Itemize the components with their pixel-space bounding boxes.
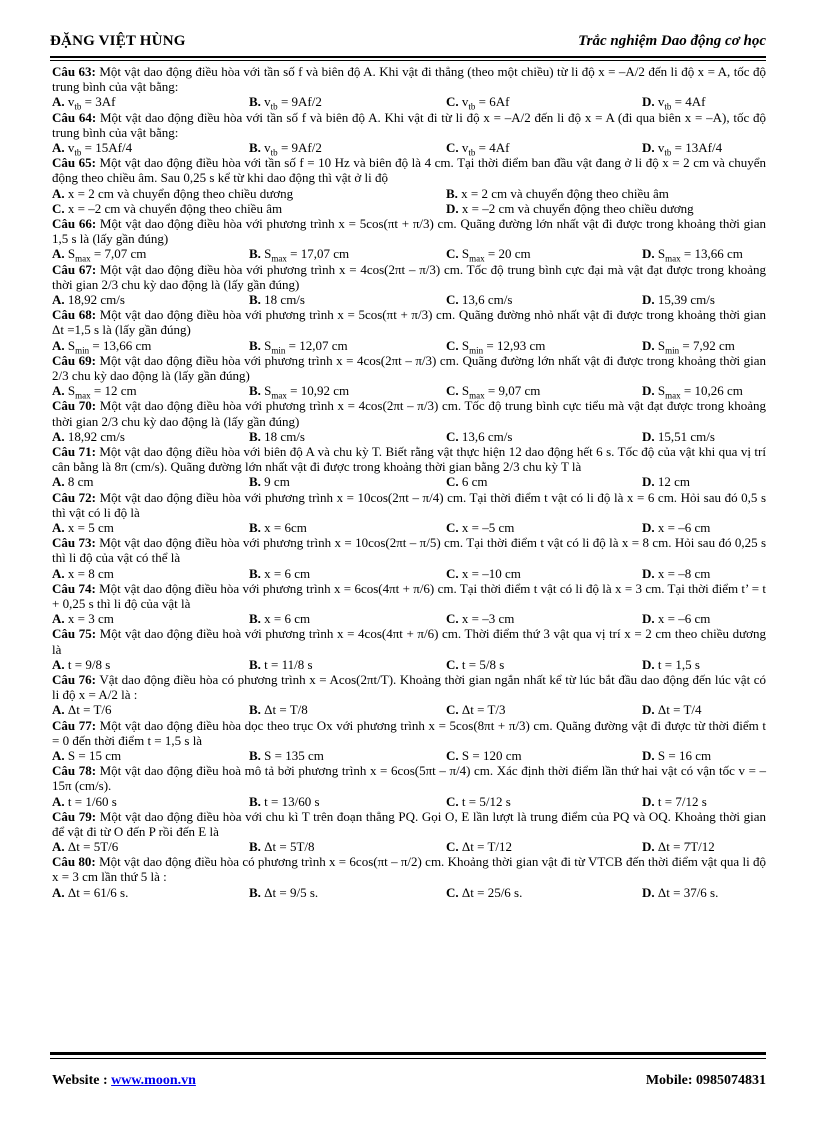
answer-option-b[interactable] — [249, 611, 310, 626]
answer-option-c[interactable] — [446, 292, 512, 307]
option-letter: A. — [52, 702, 65, 718]
question-block — [52, 216, 766, 246]
question-text: Một vật dao động điều hòa với phương trình x = 10cos(2πt – π/5) cm. Tại thời điểm t vật có li độ là x = 8 cm. Hỏi sau đó 0,25 s thì li độ của vật có thể là — [52, 535, 767, 566]
option-text: Δt = T/6 — [67, 702, 112, 718]
answer-option-d[interactable] — [642, 140, 722, 161]
option-text: x = 6cm — [264, 519, 307, 535]
option-letter: C. — [446, 474, 459, 490]
answer-option-b[interactable] — [249, 520, 307, 535]
question-text: Một vật dao động điều hòa với chu kì T trên đoạn thẳng PQ. Gọi O, E lần lượt là trung điểm của PQ và OQ. Khoảng thời gian để vật đi từ O đến P rồi đến E là — [52, 808, 767, 839]
option-text: x = –10 cm — [461, 565, 521, 581]
answer-option-b[interactable] — [249, 839, 315, 854]
answer-option-d[interactable] — [642, 839, 715, 854]
option-text: $v_{tb} = 4Af$ — [461, 140, 510, 158]
question-text: Một vật dao động điều hòa với phương trình x = 4cos(2πt – π/3) cm. Tốc độ trung bình cực đại mà vật đạt được trong khoảng thời gian 2/3 chu kỳ dao động là (lấy gần đúng) — [52, 261, 767, 292]
option-letter: B. — [249, 428, 261, 444]
option-letter: D. — [642, 747, 655, 763]
option-text: x = 2 cm và chuyển động theo chiều dương — [67, 185, 294, 201]
option-text: 13,6 cm/s — [461, 428, 513, 444]
option-text: 9 cm — [264, 474, 290, 490]
answer-option-d[interactable] — [642, 794, 707, 809]
answer-option-a[interactable] — [52, 94, 115, 115]
option-letter: C. — [446, 246, 459, 262]
option-text: t = 11/8 s — [264, 656, 313, 672]
question-number: Câu 65: — [52, 155, 96, 171]
question-block — [52, 490, 766, 520]
answer-option-a[interactable] — [52, 657, 110, 672]
option-text: $S_{max} = 9,07$ cm — [461, 383, 541, 401]
options-row — [52, 201, 766, 216]
question-text: Một vật dao động điều hoà mô tả bởi phương trình x = 6cos(5πt – π/4) cm. Xác định thời điểm lần thứ hai vật có vận tốc v = –15π (cm/s). — [52, 763, 767, 794]
option-text: Δt = 7T/12 — [657, 839, 715, 855]
option-letter: A. — [52, 565, 65, 581]
question-number: Câu 67: — [52, 261, 97, 277]
option-text: 13,6 cm/s — [461, 291, 513, 307]
answer-option-b[interactable] — [249, 474, 290, 489]
option-letter: D. — [642, 337, 655, 353]
option-text: $v_{tb} = 4Af$ — [657, 94, 706, 112]
options-row — [52, 429, 766, 444]
question-list — [52, 64, 766, 900]
options-row — [52, 337, 766, 356]
option-letter: D. — [642, 383, 655, 399]
answer-option-b[interactable] — [249, 748, 324, 763]
option-text: $v_{tb} = 3Af$ — [67, 94, 116, 112]
option-letter: C. — [446, 337, 459, 353]
answer-option-d[interactable] — [642, 611, 710, 626]
option-letter: A. — [52, 884, 65, 900]
option-text: x = –3 cm — [461, 611, 515, 627]
option-text: S = 135 cm — [264, 747, 324, 763]
answer-option-a[interactable] — [52, 140, 132, 161]
page-header — [50, 33, 766, 53]
option-letter: D. — [642, 793, 655, 809]
answer-option-c[interactable] — [446, 748, 522, 763]
option-letter: C. — [52, 200, 65, 216]
option-letter: B. — [249, 474, 261, 490]
option-letter: C. — [446, 140, 459, 155]
question-number: Câu 80: — [52, 854, 96, 870]
question-number: Câu 78: — [52, 763, 97, 779]
option-text: Δt = T/4 — [657, 702, 702, 718]
answer-option-a[interactable] — [52, 186, 293, 201]
answer-option-d[interactable] — [446, 201, 694, 216]
options-row — [52, 246, 766, 264]
question-text: Một vật dao động điều hòa với biên độ A và chu kỳ T. Biết rằng vật thực hiện 12 dao động hết 6 s. Tốc độ của vật khi qua vị trí cân bằng là 8π (cm/s). Quãng đường lớn nhất vật đi được trong khoảng thời gian bằng 2/3 chu kỳ T là — [52, 443, 766, 475]
option-letter: B. — [249, 291, 261, 307]
answer-option-a[interactable] — [52, 520, 114, 535]
answer-option-c[interactable] — [446, 702, 506, 717]
option-text: $S_{max} = 10,92$ cm — [264, 383, 350, 401]
option-letter: B. — [249, 747, 261, 763]
question-number: Câu 71: — [52, 443, 96, 459]
option-letter: A. — [52, 291, 65, 307]
option-text: $S_{min} = 7,92$ cm — [657, 337, 735, 356]
page-footer — [52, 1073, 766, 1091]
option-letter: B. — [249, 656, 261, 672]
answer-option-d[interactable] — [642, 702, 702, 717]
option-letter: A. — [52, 793, 65, 809]
option-letter: B. — [249, 793, 261, 809]
header-rule — [50, 56, 766, 58]
option-text: x = –5 cm — [461, 519, 515, 535]
answer-option-c[interactable] — [446, 657, 504, 672]
question-text: Một vật dao động điều hòa với tần số f và biên độ A. Khi vật đi thẳng (theo một chiều) từ li độ x = –A/2 đến li độ x = A, tốc độ trung bình của vật bằng: — [52, 64, 767, 95]
question-block — [52, 672, 766, 702]
option-text: Δt = 37/6 s. — [657, 884, 719, 900]
question-block — [52, 718, 766, 748]
answer-option-c[interactable] — [446, 383, 540, 404]
option-text: $v_{tb} = 6Af$ — [461, 94, 510, 112]
option-text: $v_{tb} = 15Af/4$ — [67, 140, 133, 158]
answer-option-a[interactable] — [52, 246, 146, 267]
option-letter: B. — [446, 185, 458, 201]
option-letter: A. — [52, 94, 65, 110]
answer-option-a[interactable] — [52, 611, 114, 626]
option-letter: B. — [249, 383, 261, 399]
question-block — [52, 581, 766, 611]
answer-option-a[interactable] — [52, 338, 151, 359]
answer-option-d[interactable] — [642, 474, 690, 489]
answer-option-b[interactable] — [249, 338, 348, 359]
option-letter: D. — [642, 140, 655, 155]
answer-option-a[interactable] — [52, 839, 118, 854]
option-text: Δt = 5T/8 — [264, 839, 315, 855]
option-text: 15,51 cm/s — [657, 428, 715, 444]
option-letter: C. — [446, 565, 459, 581]
question-text: Một vật dao động điều hòa với phương trình x = 6cos(4πt + π/6) cm. Tại thời điểm t vật có li độ là x = 3 cm. Tại thời điểm t’ = t + 0,25 s thì li độ của vật là — [52, 580, 766, 611]
option-text: $S_{min} = 13,66$ cm — [67, 337, 152, 356]
option-letter: C. — [446, 747, 459, 763]
options-row — [52, 794, 766, 809]
option-text: 18 cm/s — [264, 428, 305, 444]
question-number: Câu 79: — [52, 808, 97, 824]
answer-option-d[interactable] — [642, 94, 705, 115]
option-text: $v_{tb} = 13Af/4$ — [657, 140, 723, 158]
answer-option-d[interactable] — [642, 566, 710, 581]
option-letter: D. — [642, 519, 655, 535]
option-letter: C. — [446, 839, 459, 855]
question-text: Một vật dao động điều hòa với phương trình x = 10cos(2πt – π/4) cm. Tại thời điểm t vật có li độ là x = 6 cm. Hỏi sau đó 0,5 s thì vật có li độ là — [52, 489, 767, 520]
answer-option-b[interactable] — [249, 566, 310, 581]
option-text: $S_{max} = 17,07$ cm — [264, 246, 350, 264]
option-text: 6 cm — [461, 474, 488, 490]
answer-option-b[interactable] — [249, 429, 305, 444]
question-number: Câu 64: — [52, 109, 97, 125]
option-letter: C. — [446, 94, 459, 110]
document-title: Trắc nghiệm Dao động cơ học — [578, 33, 766, 49]
option-letter: B. — [249, 140, 261, 155]
option-text: t = 5/8 s — [461, 656, 505, 672]
answer-option-c[interactable] — [446, 429, 512, 444]
question-block — [52, 307, 766, 337]
option-text: x = –6 cm — [657, 519, 711, 535]
option-text: $v_{tb} = 9Af/2$ — [264, 94, 322, 112]
option-letter: D. — [642, 656, 655, 672]
answer-option-a[interactable] — [52, 566, 114, 581]
option-text: $S_{min} = 12,07$ cm — [264, 337, 348, 356]
option-letter: B. — [249, 611, 261, 627]
option-text: 18,92 cm/s — [67, 428, 125, 444]
options-row — [52, 839, 766, 854]
question-block — [52, 809, 766, 839]
options-row — [52, 702, 766, 717]
option-letter: D. — [642, 565, 655, 581]
answer-option-c[interactable] — [446, 794, 511, 809]
option-letter: A. — [52, 474, 65, 490]
option-text: t = 13/60 s — [264, 793, 320, 809]
option-letter: C. — [446, 702, 459, 718]
answer-option-d[interactable] — [642, 292, 715, 307]
option-letter: D. — [446, 200, 459, 216]
option-text: $S_{min} = 12,93$ cm — [461, 337, 546, 356]
option-text: t = 7/12 s — [657, 793, 707, 809]
answer-option-a[interactable] — [52, 383, 137, 404]
answer-option-d[interactable] — [642, 429, 715, 444]
option-letter: A. — [52, 246, 65, 262]
option-letter: B. — [249, 702, 261, 718]
option-text: 18 cm/s — [264, 291, 305, 307]
answer-option-c[interactable] — [446, 611, 514, 626]
option-letter: B. — [249, 519, 261, 535]
answer-option-d[interactable] — [642, 657, 700, 672]
option-letter: D. — [642, 884, 655, 900]
option-text: x = 3 cm — [67, 611, 114, 627]
answer-option-d[interactable] — [642, 338, 735, 359]
option-text: x = –8 cm — [657, 565, 711, 581]
header-rule-thin — [50, 60, 766, 61]
question-number: Câu 68: — [52, 307, 97, 323]
option-text: 12 cm — [657, 474, 691, 490]
answer-option-b[interactable] — [249, 383, 349, 404]
answer-option-c[interactable] — [446, 839, 512, 854]
answer-option-b[interactable] — [249, 94, 322, 115]
option-letter: C. — [446, 884, 459, 900]
option-letter: A. — [52, 140, 65, 155]
options-row — [52, 140, 766, 158]
option-text: x = 6 cm — [264, 565, 311, 581]
option-letter: D. — [642, 839, 655, 855]
options-row — [52, 292, 766, 307]
options-row — [52, 383, 766, 401]
answer-option-c[interactable] — [446, 338, 545, 359]
answer-option-c[interactable] — [446, 246, 531, 267]
answer-option-c[interactable] — [446, 566, 521, 581]
option-text: x = –2 cm và chuyển động theo chiều dương — [461, 200, 694, 216]
question-block — [52, 444, 766, 474]
answer-option-a[interactable] — [52, 794, 117, 809]
option-letter: D. — [642, 474, 655, 490]
option-letter: C. — [446, 793, 459, 809]
option-letter: D. — [642, 702, 655, 718]
question-number: Câu 70: — [52, 398, 97, 414]
option-text: $S_{max} = 10,26$ cm — [657, 383, 743, 401]
option-text: x = 8 cm — [67, 565, 114, 581]
option-letter: A. — [52, 747, 65, 763]
option-letter: B. — [249, 337, 261, 353]
option-text: t = 1,5 s — [657, 656, 700, 672]
answer-option-a[interactable] — [52, 885, 128, 900]
question-number: Câu 74: — [52, 580, 96, 596]
option-text: t = 9/8 s — [67, 656, 111, 672]
option-text: x = 6 cm — [264, 611, 311, 627]
option-text: Δt = 9/5 s. — [264, 884, 319, 900]
answer-option-c[interactable] — [52, 201, 282, 216]
answer-option-b[interactable] — [249, 702, 308, 717]
options-row — [52, 611, 766, 626]
option-letter: C. — [446, 383, 459, 399]
option-text: S = 16 cm — [657, 747, 712, 763]
options-row — [52, 748, 766, 763]
option-text: x = –6 cm — [657, 611, 711, 627]
options-row — [52, 186, 766, 201]
answer-option-c[interactable] — [446, 140, 509, 161]
question-block — [52, 535, 766, 565]
question-text: Một vật dao động điều hoà với phương trình x = 4cos(4πt + π/6) cm. Thời điểm thứ 3 vật qua vị trí x = 2 cm theo chiều dương là — [52, 626, 767, 657]
option-letter: C. — [446, 656, 459, 672]
footer-rule — [50, 1052, 766, 1055]
option-letter: B. — [249, 94, 261, 110]
question-block — [52, 854, 766, 884]
question-block — [52, 626, 766, 656]
question-text: Một vật dao động điều hòa với tần số f = 10 Hz và biên độ là 4 cm. Tại thời điểm ban đầu vật đang ở li độ x = 2 cm và chuyển động theo chiều âm. Sau 0,25 s kể từ khi dao động thì vật ở li độ — [52, 155, 766, 186]
answer-option-d[interactable] — [642, 885, 718, 900]
option-text: $S_{max} = 20$ cm — [461, 246, 531, 264]
option-letter: A. — [52, 519, 65, 535]
option-text: t = 5/12 s — [461, 793, 511, 809]
question-number: Câu 73: — [52, 535, 96, 551]
option-letter: A. — [52, 428, 65, 444]
answer-option-a[interactable] — [52, 702, 112, 717]
option-letter: B. — [249, 565, 261, 581]
option-letter: C. — [446, 291, 459, 307]
option-text: 15,39 cm/s — [657, 291, 715, 307]
answer-option-b[interactable] — [249, 292, 305, 307]
question-number: Câu 72: — [52, 489, 97, 505]
options-row — [52, 94, 766, 112]
author-name: ĐẶNG VIỆT HÙNG — [50, 33, 186, 49]
option-text: S = 120 cm — [461, 747, 522, 763]
option-text: Δt = 5T/6 — [67, 839, 119, 855]
option-letter: C. — [446, 611, 459, 627]
question-text: Một vật dao động điều hòa có phương trình x = 6cos(πt – π/2) cm. Khoảng thời gian vật đi từ VTCB đến thời điểm vật qua li độ x = 3 cm lần thứ 5 là : — [52, 854, 767, 885]
answer-option-c[interactable] — [446, 520, 514, 535]
option-text: S = 15 cm — [67, 747, 122, 763]
option-letter: A. — [52, 656, 65, 672]
question-number: Câu 75: — [52, 626, 97, 642]
answer-option-d[interactable] — [642, 246, 743, 267]
answer-option-b[interactable] — [249, 246, 349, 267]
answer-option-a[interactable] — [52, 429, 125, 444]
question-number: Câu 66: — [52, 215, 97, 231]
footer-rule-thin — [50, 1058, 766, 1059]
answer-option-a[interactable] — [52, 748, 121, 763]
answer-option-c[interactable] — [446, 885, 522, 900]
answer-option-d[interactable] — [642, 520, 710, 535]
question-text: Vật dao động điều hòa có phương trình x = Acos(2πt/T). Khoảng thời gian ngắn nhất kể từ lúc bắt đầu dao động đến lúc vật có li độ x = A/2 là : — [52, 671, 767, 703]
question-number: Câu 77: — [52, 717, 97, 733]
option-text: Δt = T/3 — [461, 702, 506, 718]
option-text: 18,92 cm/s — [67, 291, 125, 307]
option-text: Δt = 61/6 s. — [67, 884, 129, 900]
answer-option-d[interactable] — [642, 383, 743, 404]
option-letter: A. — [52, 337, 65, 353]
option-text: t = 1/60 s — [67, 793, 117, 809]
option-letter: D. — [642, 94, 655, 110]
answer-option-d[interactable] — [642, 748, 711, 763]
option-letter: B. — [249, 884, 261, 900]
question-text: Một vật dao động điều hòa với tần số f và biên độ A. Khi vật đi từ li độ x = –A/2 đến li độ x = A (đi qua biên x = –A), tốc độ trung bình của vật bằng: — [52, 109, 767, 140]
option-text: $S_{max} = 13,66$ cm — [657, 246, 743, 264]
options-row — [52, 566, 766, 581]
answer-option-b[interactable] — [249, 657, 313, 672]
question-number: Câu 76: — [52, 671, 97, 687]
option-letter: A. — [52, 185, 65, 201]
answer-option-b[interactable] — [249, 140, 322, 161]
option-letter: D. — [642, 246, 655, 262]
option-letter: D. — [642, 611, 655, 627]
option-text: Δt = 25/6 s. — [461, 884, 523, 900]
website-info — [52, 1073, 196, 1089]
question-number: Câu 63: — [52, 64, 96, 79]
option-text: $v_{tb} = 9Af/2$ — [264, 140, 322, 158]
answer-option-c[interactable] — [446, 94, 509, 115]
options-row — [52, 885, 766, 900]
option-letter: C. — [446, 519, 459, 535]
option-letter: B. — [249, 839, 261, 855]
option-text: $S_{max} = 12$ cm — [67, 383, 137, 401]
option-letter: D. — [642, 291, 655, 307]
option-letter: A. — [52, 839, 65, 855]
question-text: Một vật dao động điều hòa với phương trình x = 4cos(2πt – π/3) cm. Quãng đường lớn nhất vật đi được trong khoảng thời gian 2/3 chu kỳ dao động là (lấy gần đúng) — [52, 352, 767, 383]
option-text: x = 2 cm và chuyển động theo chiều âm — [461, 185, 669, 201]
option-text: $S_{max} = 7,07$ cm — [67, 246, 147, 264]
answer-option-c[interactable] — [446, 474, 488, 489]
option-letter: C. — [446, 428, 459, 444]
question-text: Một vật dao động điều hòa với phương trình x = 5cos(πt + π/3) cm. Quãng đường nhỏ nhất vật đi được trong khoảng thời gian Δt =1,5 s là (lấy gần đúng) — [52, 307, 767, 338]
question-block — [52, 763, 766, 793]
answer-option-a[interactable] — [52, 474, 94, 489]
option-letter: A. — [52, 383, 65, 399]
options-row — [52, 474, 766, 489]
website-link[interactable]: www.moon.vn — [111, 1073, 196, 1088]
answer-option-b[interactable] — [249, 885, 318, 900]
answer-option-a[interactable] — [52, 292, 125, 307]
options-row — [52, 520, 766, 535]
option-text: Δt = T/8 — [264, 702, 308, 718]
option-text: Δt = T/12 — [461, 839, 513, 855]
question-block — [52, 64, 766, 94]
question-number: Câu 69: — [52, 352, 96, 368]
option-text: 8 cm — [67, 474, 94, 490]
option-letter: A. — [52, 611, 65, 627]
option-letter: B. — [249, 246, 261, 262]
option-letter: D. — [642, 428, 655, 444]
answer-option-b[interactable] — [249, 794, 320, 809]
mobile-number: Mobile: 0985074831 — [645, 1073, 766, 1088]
options-row — [52, 657, 766, 672]
question-text: Một vật dao động điều hòa dọc theo trục Ox với phương trình x = 5cos(8πt + π/3) cm. Quãng đường vật đi được từ thời điểm t = 0 đến thời điểm t = 1,5 s là — [52, 717, 766, 748]
answer-option-b[interactable] — [446, 186, 669, 201]
website-label: Website : — [52, 1073, 112, 1088]
question-text: Một vật dao động điều hòa với phương trình x = 5cos(πt + π/3) cm. Quãng đường lớn nhất vật đi được trong khoảng thời gian 1,5 s là (lấy gần đúng) — [52, 215, 767, 247]
question-text: Một vật dao động điều hòa với phương trình x = 4cos(2πt – π/3) cm. Tốc độ trung bình cực tiểu mà vật đạt được trong khoảng thời gian 2/3 chu kỳ dao động là (lấy gần đúng) — [52, 398, 767, 429]
option-text: x = 5 cm — [67, 519, 114, 535]
option-text: x = –2 cm và chuyển động theo chiều âm — [67, 200, 283, 216]
